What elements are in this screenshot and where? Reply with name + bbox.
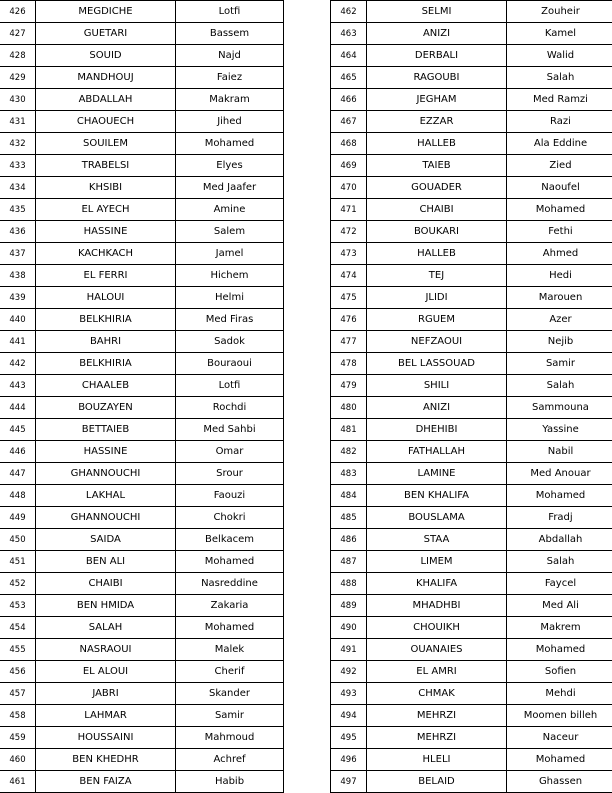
first-name-cell: Skander — [176, 683, 284, 705]
first-name-cell: Med Sahbi — [176, 419, 284, 441]
table-row — [0, 199, 284, 221]
last-name-cell: BOUSLAMA — [367, 507, 507, 529]
last-name-cell: LAKHAL — [36, 485, 176, 507]
table-row — [0, 265, 284, 287]
first-name-cell: Makram — [176, 89, 284, 111]
table-row — [0, 45, 284, 67]
last-name-cell: CHAIBI — [367, 199, 507, 221]
last-name-cell: KHALIFA — [367, 573, 507, 595]
table-row — [0, 441, 284, 463]
first-name-cell: Amine — [176, 199, 284, 221]
row-number-cell: 475 — [331, 287, 367, 309]
table-row — [0, 221, 284, 243]
last-name-cell: BETTAIEB — [36, 419, 176, 441]
row-number-cell: 493 — [331, 683, 367, 705]
row-number-cell: 494 — [331, 705, 367, 727]
row-number-cell: 459 — [0, 727, 36, 749]
last-name-cell: RGUEM — [367, 309, 507, 331]
row-number-cell: 469 — [331, 155, 367, 177]
table-row — [331, 221, 612, 243]
last-name-cell: DHEHIBI — [367, 419, 507, 441]
row-number-cell: 463 — [331, 23, 367, 45]
last-name-cell: NEFZAOUI — [367, 331, 507, 353]
last-name-cell: MHADHBI — [367, 595, 507, 617]
table-row — [0, 177, 284, 199]
first-name-cell: Mohamed — [507, 639, 612, 661]
table-row — [0, 397, 284, 419]
table-row — [331, 309, 612, 331]
row-number-cell: 461 — [0, 771, 36, 793]
last-name-cell: HALOUI — [36, 287, 176, 309]
last-name-cell: SOUILEM — [36, 133, 176, 155]
first-name-cell: Sofien — [507, 661, 612, 683]
first-name-cell: Fradj — [507, 507, 612, 529]
table-row — [0, 243, 284, 265]
table-row — [331, 507, 612, 529]
row-number-cell: 473 — [331, 243, 367, 265]
last-name-cell: MANDHOUJ — [36, 67, 176, 89]
row-number-cell: 460 — [0, 749, 36, 771]
table-row — [331, 375, 612, 397]
last-name-cell: BEN ALI — [36, 551, 176, 573]
table-row — [0, 485, 284, 507]
row-number-cell: 482 — [331, 441, 367, 463]
first-name-cell: Marouen — [507, 287, 612, 309]
first-name-cell: Mohamed — [176, 617, 284, 639]
last-name-cell: BEN FAIZA — [36, 771, 176, 793]
first-name-cell: Chokri — [176, 507, 284, 529]
first-name-cell: Med Ramzi — [507, 89, 612, 111]
first-name-cell: Habib — [176, 771, 284, 793]
row-number-cell: 434 — [0, 177, 36, 199]
table-row — [331, 727, 612, 749]
last-name-cell: GOUADER — [367, 177, 507, 199]
first-name-cell: Faycel — [507, 573, 612, 595]
row-number-cell: 464 — [331, 45, 367, 67]
table-row — [0, 683, 284, 705]
first-name-cell: Srour — [176, 463, 284, 485]
first-name-cell: Mohamed — [176, 551, 284, 573]
first-name-cell: Makrem — [507, 617, 612, 639]
first-name-cell: Zouheir — [507, 1, 612, 23]
row-number-cell: 445 — [0, 419, 36, 441]
table-row — [331, 111, 612, 133]
table-row — [331, 67, 612, 89]
first-name-cell: Zakaria — [176, 595, 284, 617]
first-name-cell: Med Anouar — [507, 463, 612, 485]
row-number-cell: 466 — [331, 89, 367, 111]
last-name-cell: ANIZI — [367, 397, 507, 419]
row-number-cell: 492 — [331, 661, 367, 683]
first-name-cell: Mehdi — [507, 683, 612, 705]
table-row — [0, 287, 284, 309]
first-name-cell: Fethi — [507, 221, 612, 243]
first-name-cell: Mahmoud — [176, 727, 284, 749]
table-row — [0, 639, 284, 661]
first-name-cell: Kamel — [507, 23, 612, 45]
row-number-cell: 465 — [331, 67, 367, 89]
table-row — [0, 727, 284, 749]
last-name-cell: EL FERRI — [36, 265, 176, 287]
row-number-cell: 491 — [331, 639, 367, 661]
last-name-cell: HLELI — [367, 749, 507, 771]
first-name-cell: Faiez — [176, 67, 284, 89]
first-name-cell: Salah — [507, 67, 612, 89]
last-name-cell: SHILI — [367, 375, 507, 397]
first-name-cell: Sammouna — [507, 397, 612, 419]
table-row — [331, 265, 612, 287]
last-name-cell: BAHRI — [36, 331, 176, 353]
last-name-cell: HASSINE — [36, 441, 176, 463]
table-row — [331, 331, 612, 353]
table-row — [0, 771, 284, 793]
table-row — [0, 661, 284, 683]
first-name-cell: Mohamed — [507, 199, 612, 221]
last-name-cell: BOUKARI — [367, 221, 507, 243]
table-row — [0, 89, 284, 111]
first-name-cell: Salah — [507, 551, 612, 573]
first-name-cell: Med Jaafer — [176, 177, 284, 199]
first-name-cell: Malek — [176, 639, 284, 661]
table-row — [0, 353, 284, 375]
row-number-cell: 429 — [0, 67, 36, 89]
table-row — [0, 331, 284, 353]
last-name-cell: CHOUIKH — [367, 617, 507, 639]
row-number-cell: 448 — [0, 485, 36, 507]
last-name-cell: BELKHIRIA — [36, 353, 176, 375]
row-number-cell: 458 — [0, 705, 36, 727]
last-name-cell: LAMINE — [367, 463, 507, 485]
row-number-cell: 435 — [0, 199, 36, 221]
last-name-cell: LIMEM — [367, 551, 507, 573]
row-number-cell: 427 — [0, 23, 36, 45]
table-row — [0, 705, 284, 727]
first-name-cell: Nejib — [507, 331, 612, 353]
row-number-cell: 437 — [0, 243, 36, 265]
last-name-cell: EZZAR — [367, 111, 507, 133]
row-number-cell: 441 — [0, 331, 36, 353]
row-number-cell: 485 — [331, 507, 367, 529]
first-name-cell: Yassine — [507, 419, 612, 441]
first-name-cell: Hichem — [176, 265, 284, 287]
first-name-cell: Lotfi — [176, 375, 284, 397]
last-name-cell: ABDALLAH — [36, 89, 176, 111]
first-name-cell: Med Firas — [176, 309, 284, 331]
table-row — [0, 507, 284, 529]
row-number-cell: 481 — [331, 419, 367, 441]
first-name-cell: Belkacem — [176, 529, 284, 551]
first-name-cell: Med Ali — [507, 595, 612, 617]
table-row — [331, 529, 612, 551]
last-name-cell: JABRI — [36, 683, 176, 705]
first-name-cell: Elyes — [176, 155, 284, 177]
first-name-cell: Samir — [176, 705, 284, 727]
name-table-left — [0, 0, 284, 793]
row-number-cell: 451 — [0, 551, 36, 573]
row-number-cell: 444 — [0, 397, 36, 419]
first-name-cell: Nabil — [507, 441, 612, 463]
row-number-cell: 436 — [0, 221, 36, 243]
first-name-cell: Hedi — [507, 265, 612, 287]
table-row — [331, 23, 612, 45]
table-row — [0, 1, 284, 23]
row-number-cell: 480 — [331, 397, 367, 419]
row-number-cell: 497 — [331, 771, 367, 793]
first-name-cell: Cherif — [176, 661, 284, 683]
last-name-cell: TAIEB — [367, 155, 507, 177]
table-row — [331, 683, 612, 705]
row-number-cell: 438 — [0, 265, 36, 287]
row-number-cell: 486 — [331, 529, 367, 551]
row-number-cell: 432 — [0, 133, 36, 155]
last-name-cell: OUANAIES — [367, 639, 507, 661]
row-number-cell: 495 — [331, 727, 367, 749]
first-name-cell: Ahmed — [507, 243, 612, 265]
first-name-cell: Achref — [176, 749, 284, 771]
table-row — [331, 485, 612, 507]
first-name-cell: Rochdi — [176, 397, 284, 419]
row-number-cell: 477 — [331, 331, 367, 353]
row-number-cell: 472 — [331, 221, 367, 243]
table-row — [0, 419, 284, 441]
last-name-cell: GUETARI — [36, 23, 176, 45]
table-row — [331, 243, 612, 265]
first-name-cell: Nasreddine — [176, 573, 284, 595]
last-name-cell: ANIZI — [367, 23, 507, 45]
row-number-cell: 455 — [0, 639, 36, 661]
row-number-cell: 487 — [331, 551, 367, 573]
last-name-cell: JEGHAM — [367, 89, 507, 111]
last-name-cell: FATHALLAH — [367, 441, 507, 463]
table-row — [0, 529, 284, 551]
table-row — [331, 397, 612, 419]
table-row — [0, 749, 284, 771]
row-number-cell: 483 — [331, 463, 367, 485]
row-number-cell: 489 — [331, 595, 367, 617]
row-number-cell: 478 — [331, 353, 367, 375]
last-name-cell: EL AMRI — [367, 661, 507, 683]
row-number-cell: 467 — [331, 111, 367, 133]
last-name-cell: LAHMAR — [36, 705, 176, 727]
last-name-cell: BELAID — [367, 771, 507, 793]
table-row — [0, 595, 284, 617]
table-row — [331, 705, 612, 727]
table-row — [0, 375, 284, 397]
name-table-right — [330, 0, 612, 793]
last-name-cell: GHANNOUCHI — [36, 463, 176, 485]
table-row — [331, 573, 612, 595]
row-number-cell: 449 — [0, 507, 36, 529]
last-name-cell: BEN HMIDA — [36, 595, 176, 617]
table-row — [331, 155, 612, 177]
first-name-cell: Lotfi — [176, 1, 284, 23]
table-row — [0, 551, 284, 573]
row-number-cell: 443 — [0, 375, 36, 397]
row-number-cell: 446 — [0, 441, 36, 463]
last-name-cell: DERBALI — [367, 45, 507, 67]
table-row — [331, 1, 612, 23]
first-name-cell: Najd — [176, 45, 284, 67]
first-name-cell: Abdallah — [507, 529, 612, 551]
last-name-cell: GHANNOUCHI — [36, 507, 176, 529]
last-name-cell: TEJ — [367, 265, 507, 287]
table-row — [0, 309, 284, 331]
first-name-cell: Samir — [507, 353, 612, 375]
first-name-cell: Jamel — [176, 243, 284, 265]
last-name-cell: HALLEB — [367, 133, 507, 155]
last-name-cell: KACHKACH — [36, 243, 176, 265]
table-row — [331, 463, 612, 485]
first-name-cell: Faouzi — [176, 485, 284, 507]
row-number-cell: 430 — [0, 89, 36, 111]
row-number-cell: 447 — [0, 463, 36, 485]
last-name-cell: CHAALEB — [36, 375, 176, 397]
last-name-cell: RAGOUBI — [367, 67, 507, 89]
table-row — [0, 617, 284, 639]
table-row — [331, 441, 612, 463]
row-number-cell: 474 — [331, 265, 367, 287]
last-name-cell: BEN KHALIFA — [367, 485, 507, 507]
row-number-cell: 479 — [331, 375, 367, 397]
row-number-cell: 433 — [0, 155, 36, 177]
first-name-cell: Walid — [507, 45, 612, 67]
last-name-cell: MEGDICHE — [36, 1, 176, 23]
row-number-cell: 439 — [0, 287, 36, 309]
table-row — [331, 177, 612, 199]
last-name-cell: BEN KHEDHR — [36, 749, 176, 771]
first-name-cell: Jihed — [176, 111, 284, 133]
first-name-cell: Helmi — [176, 287, 284, 309]
last-name-cell: NASRAOUI — [36, 639, 176, 661]
last-name-cell: CHAOUECH — [36, 111, 176, 133]
last-name-cell: JLIDI — [367, 287, 507, 309]
row-number-cell: 484 — [331, 485, 367, 507]
row-number-cell: 462 — [331, 1, 367, 23]
last-name-cell: EL ALOUI — [36, 661, 176, 683]
last-name-cell: MEHRZI — [367, 727, 507, 749]
row-number-cell: 440 — [0, 309, 36, 331]
first-name-cell: Zied — [507, 155, 612, 177]
first-name-cell: Razi — [507, 111, 612, 133]
last-name-cell: HALLEB — [367, 243, 507, 265]
first-name-cell: Naoufel — [507, 177, 612, 199]
row-number-cell: 457 — [0, 683, 36, 705]
table-row — [331, 771, 612, 793]
last-name-cell: KHSIBI — [36, 177, 176, 199]
row-number-cell: 442 — [0, 353, 36, 375]
first-name-cell: Mohamed — [507, 749, 612, 771]
last-name-cell: EL AYECH — [36, 199, 176, 221]
table-row — [331, 89, 612, 111]
table-row — [331, 353, 612, 375]
last-name-cell: CHAIBI — [36, 573, 176, 595]
row-number-cell: 470 — [331, 177, 367, 199]
table-row — [0, 463, 284, 485]
table-row — [331, 133, 612, 155]
last-name-cell: SAIDA — [36, 529, 176, 551]
row-number-cell: 476 — [331, 309, 367, 331]
table-row — [331, 639, 612, 661]
row-number-cell: 426 — [0, 1, 36, 23]
last-name-cell: TRABELSI — [36, 155, 176, 177]
first-name-cell: Salem — [176, 221, 284, 243]
table-row — [331, 45, 612, 67]
table-row — [331, 551, 612, 573]
last-name-cell: HOUSSAINI — [36, 727, 176, 749]
last-name-cell: SALAH — [36, 617, 176, 639]
first-name-cell: Moomen billeh — [507, 705, 612, 727]
table-row — [0, 67, 284, 89]
table-row — [0, 573, 284, 595]
table-row — [0, 111, 284, 133]
first-name-cell: Mohamed — [176, 133, 284, 155]
last-name-cell: SOUID — [36, 45, 176, 67]
first-name-cell: Sadok — [176, 331, 284, 353]
last-name-cell: HASSINE — [36, 221, 176, 243]
first-name-cell: Ghassen — [507, 771, 612, 793]
row-number-cell: 454 — [0, 617, 36, 639]
last-name-cell: STAA — [367, 529, 507, 551]
row-number-cell: 496 — [331, 749, 367, 771]
row-number-cell: 456 — [0, 661, 36, 683]
last-name-cell: MEHRZI — [367, 705, 507, 727]
table-row — [331, 617, 612, 639]
first-name-cell: Omar — [176, 441, 284, 463]
last-name-cell: BOUZAYEN — [36, 397, 176, 419]
row-number-cell: 431 — [0, 111, 36, 133]
table-row — [0, 155, 284, 177]
first-name-cell: Azer — [507, 309, 612, 331]
row-number-cell: 490 — [331, 617, 367, 639]
first-name-cell: Salah — [507, 375, 612, 397]
first-name-cell: Naceur — [507, 727, 612, 749]
table-row — [331, 419, 612, 441]
row-number-cell: 471 — [331, 199, 367, 221]
table-row — [0, 23, 284, 45]
table-row — [331, 199, 612, 221]
last-name-cell: BEL LASSOUAD — [367, 353, 507, 375]
row-number-cell: 453 — [0, 595, 36, 617]
row-number-cell: 468 — [331, 133, 367, 155]
first-name-cell: Bassem — [176, 23, 284, 45]
table-row — [331, 287, 612, 309]
table-row — [331, 595, 612, 617]
row-number-cell: 450 — [0, 529, 36, 551]
row-number-cell: 488 — [331, 573, 367, 595]
last-name-cell: BELKHIRIA — [36, 309, 176, 331]
first-name-cell: Bouraoui — [176, 353, 284, 375]
first-name-cell: Ala Eddine — [507, 133, 612, 155]
last-name-cell: CHMAK — [367, 683, 507, 705]
row-number-cell: 452 — [0, 573, 36, 595]
table-row — [0, 133, 284, 155]
table-row — [331, 661, 612, 683]
first-name-cell: Mohamed — [507, 485, 612, 507]
table-row — [331, 749, 612, 771]
row-number-cell: 428 — [0, 45, 36, 67]
last-name-cell: SELMI — [367, 1, 507, 23]
